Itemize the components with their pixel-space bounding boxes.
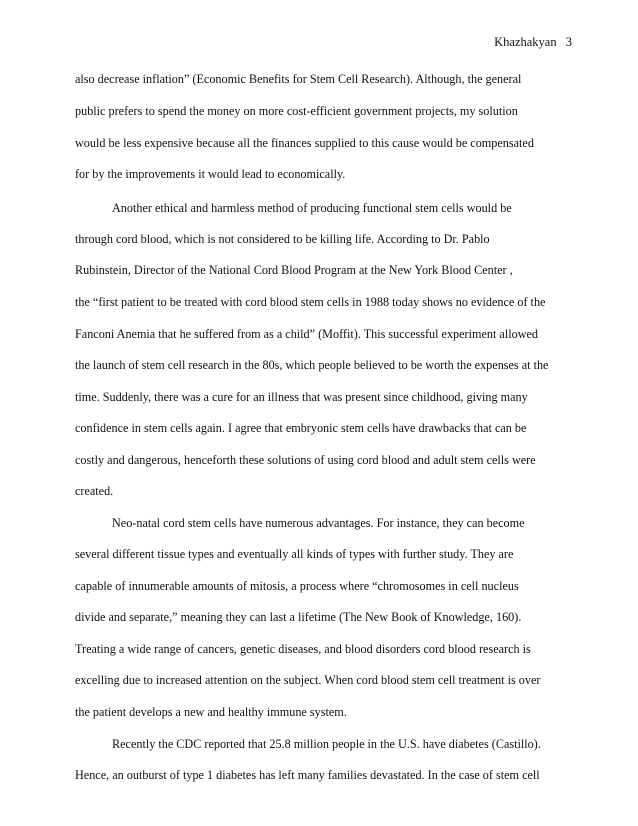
body-line: costly and dangerous, henceforth these solutions of using cord blood and adult stem cells were bbox=[75, 453, 536, 467]
body-line: created. bbox=[75, 484, 114, 498]
body-line: through cord blood, which is not considered to be killing life. According to Dr. Pablo bbox=[75, 232, 490, 246]
body-line: several different tissue types and eventually all kinds of types with further study. They are bbox=[75, 547, 514, 561]
body-line: Hence, an outburst of type 1 diabetes has left many families devastated. In the case of stem cell bbox=[75, 768, 540, 782]
header-author: Khazhakyan bbox=[494, 35, 557, 49]
paragraph-first-line: Recently the CDC reported that 25.8 million people in the U.S. have diabetes (Castillo). bbox=[112, 737, 541, 751]
body-line: the “first patient to be treated with cord blood stem cells in 1988 today shows no evidence of the bbox=[75, 295, 546, 309]
body-line: would be less expensive because all the finances supplied to this cause would be compensated bbox=[75, 136, 534, 150]
page-header bbox=[494, 35, 572, 50]
body-line: the launch of stem cell research in the 80s, which people believed to be worth the expenses at the bbox=[75, 358, 549, 372]
paragraph-first-line: Another ethical and harmless method of producing functional stem cells would be bbox=[112, 201, 512, 215]
body-line: Fanconi Anemia that he suffered from as a child” (Moffit). This successful experiment allowed bbox=[75, 327, 538, 341]
body-line: public prefers to spend the money on more cost-efficient government projects, my solution bbox=[75, 104, 518, 118]
paragraph-first-line: Neo-natal cord stem cells have numerous advantages. For instance, they can become bbox=[112, 516, 525, 530]
body-line: for by the improvements it would lead to economically. bbox=[75, 167, 346, 181]
body-line: confidence in stem cells again. I agree that embryonic stem cells have drawbacks that can be bbox=[75, 421, 527, 435]
body-line: excelling due to increased attention on the subject. When cord blood stem cell treatment is over bbox=[75, 673, 541, 687]
body-line: divide and separate,” meaning they can last a lifetime (The New Book of Knowledge, 160). bbox=[75, 610, 522, 624]
body-line: the patient develops a new and healthy immune system. bbox=[75, 705, 347, 719]
header-page-number: 3 bbox=[565, 35, 572, 49]
body-line: Treating a wide range of cancers, genetic diseases, and blood disorders cord blood research is bbox=[75, 642, 531, 656]
body-line: time. Suddenly, there was a cure for an illness that was present since childhood, giving many bbox=[75, 390, 528, 404]
body-line: also decrease inflation” (Economic Benefits for Stem Cell Research). Although, the general bbox=[75, 72, 522, 86]
body-line: capable of innumerable amounts of mitosis, a process where “chromosomes in cell nucleus bbox=[75, 579, 519, 593]
body-line: Rubinstein, Director of the National Cord Blood Program at the New York Blood Center , bbox=[75, 263, 513, 277]
